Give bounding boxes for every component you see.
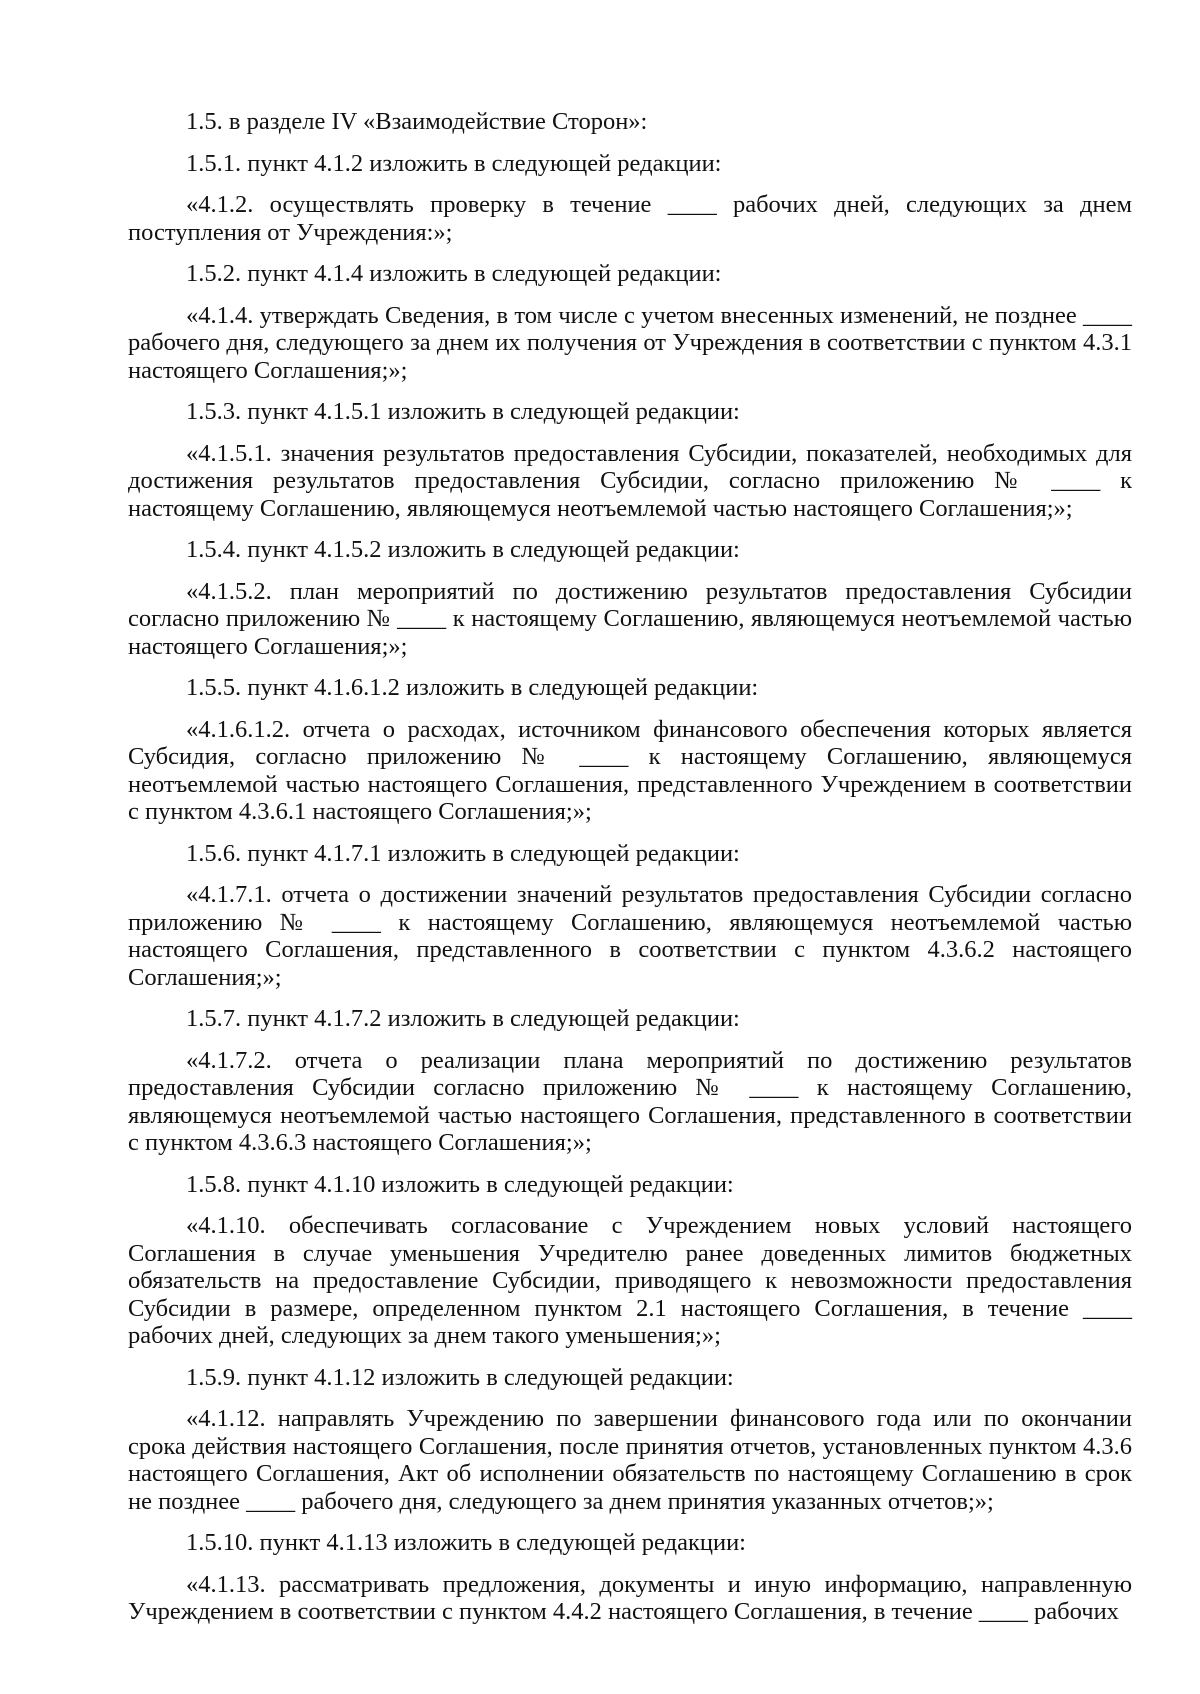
clause-text: «4.1.13. рассматривать предложения, документы и иную информацию, направленную Учреждением в соответствии с пунктом 4.4.2 настоящего Соглашения, в течение ____ рабочих [128,1570,1132,1625]
clause-heading: 1.5.6. пункт 4.1.7.1 изложить в следующей редакции: [186,839,740,867]
clause-text: «4.1.7.2. отчета о реализации плана мероприятий по достижению результатов предоставления Субсидии согласно приложению № ____ к настоящему Соглашению, являющемуся неотъемлемой частью настоящего Соглашения, представленного в соответствии с пунктом 4.3.6.3 настоящего Соглашения;»; [128,1046,1132,1156]
clause-heading: 1.5.10. пункт 4.1.13 изложить в следующей редакции: [186,1529,746,1556]
clause-text: «4.1.5.2. план мероприятий по достижению результатов предоставления Субсидии согласно приложению № ____ к настоящему Соглашению, являющемуся неотъемлемой частью настоящего Соглашения;»; [128,577,1132,660]
clause-text: «4.1.7.1. отчета о достижении значений результатов предоставления Субсидии согласно приложению № ____ к настоящему Соглашению, являющемуся неотъемлемой частью настоящего Соглашения, представленного в соответствии с пунктом 4.3.6.2 настоящего Соглашения;»; [128,881,1132,991]
document-body [128,108,1132,1640]
clause-heading: 1.5.3. пункт 4.1.5.1 изложить в следующей редакции: [186,398,740,425]
clause-heading: 1.5.7. пункт 4.1.7.2 изложить в следующей редакции: [186,1005,740,1032]
clause-text: «4.1.6.1.2. отчета о расходах, источником финансового обеспечения которых является Субсидия, согласно приложению № ____ к настоящему Соглашению, являющемуся неотъемлемой частью настоящего Соглашения, представленного Учреждением в соответствии с пунктом 4.3.6.1 настоящего Соглашения;»; [128,715,1132,825]
clause-heading: 1.5.4. пункт 4.1.5.2 изложить в следующей редакции: [186,536,740,563]
clause-heading: 1.5.8. пункт 4.1.10 изложить в следующей редакции: [186,1170,734,1198]
clause-heading: 1.5.9. пункт 4.1.12 изложить в следующей редакции: [186,1363,734,1391]
clause-text: «4.1.10. обеспечивать согласование с Учреждением новых условий настоящего Соглашения в случае уменьшения Учредителю ранее доведенных лимитов бюджетных обязательств на предоставление Субсидии, приводящего к невозможности предоставления Субсидии в размере, определенном пунктом 2.1 настоящего Соглашения, в течение ____ рабочих дней, следующих за днем такого уменьшения;»; [128,1212,1132,1349]
clause-text: «4.1.4. утверждать Сведения, в том числе с учетом внесенных изменений, не позднее ____ рабочего дня, следующего за днем их получения от Учреждения в соответствии с пунктом 4.3.1 настоящего Соглашения;»; [128,301,1132,384]
clause-text: «4.1.12. направлять Учреждению по завершении финансового года или по окончании срока действия настоящего Соглашения, после принятия отчетов, установленных пунктом 4.3.6 настоящего Соглашения, Акт об исполнении обязательств по настоящему Соглашению в срок не позднее ____ рабочего дня, следующего за днем принятия указанных отчетов;»; [128,1405,1132,1515]
clause-heading: 1.5.2. пункт 4.1.4 изложить в следующей редакции: [186,260,722,287]
clause-text: «4.1.2. осуществлять проверку в течение ____ рабочих дней, следующих за днем поступления от Учреждения:»; [128,191,1132,246]
clause-text: «4.1.5.1. значения результатов предоставления Субсидии, показателей, необходимых для достижения результатов предоставления Субсидии, согласно приложению № ____ к настоящему Соглашению, являющемуся неотъемлемой частью настоящего Соглашения;»; [128,439,1132,522]
section-heading: 1.5. в разделе IV «Взаимодействие Сторон»: [186,108,648,135]
clause-heading: 1.5.1. пункт 4.1.2 изложить в следующей редакции: [186,149,722,177]
clause-heading: 1.5.5. пункт 4.1.6.1.2 изложить в следующей редакции: [186,674,759,701]
